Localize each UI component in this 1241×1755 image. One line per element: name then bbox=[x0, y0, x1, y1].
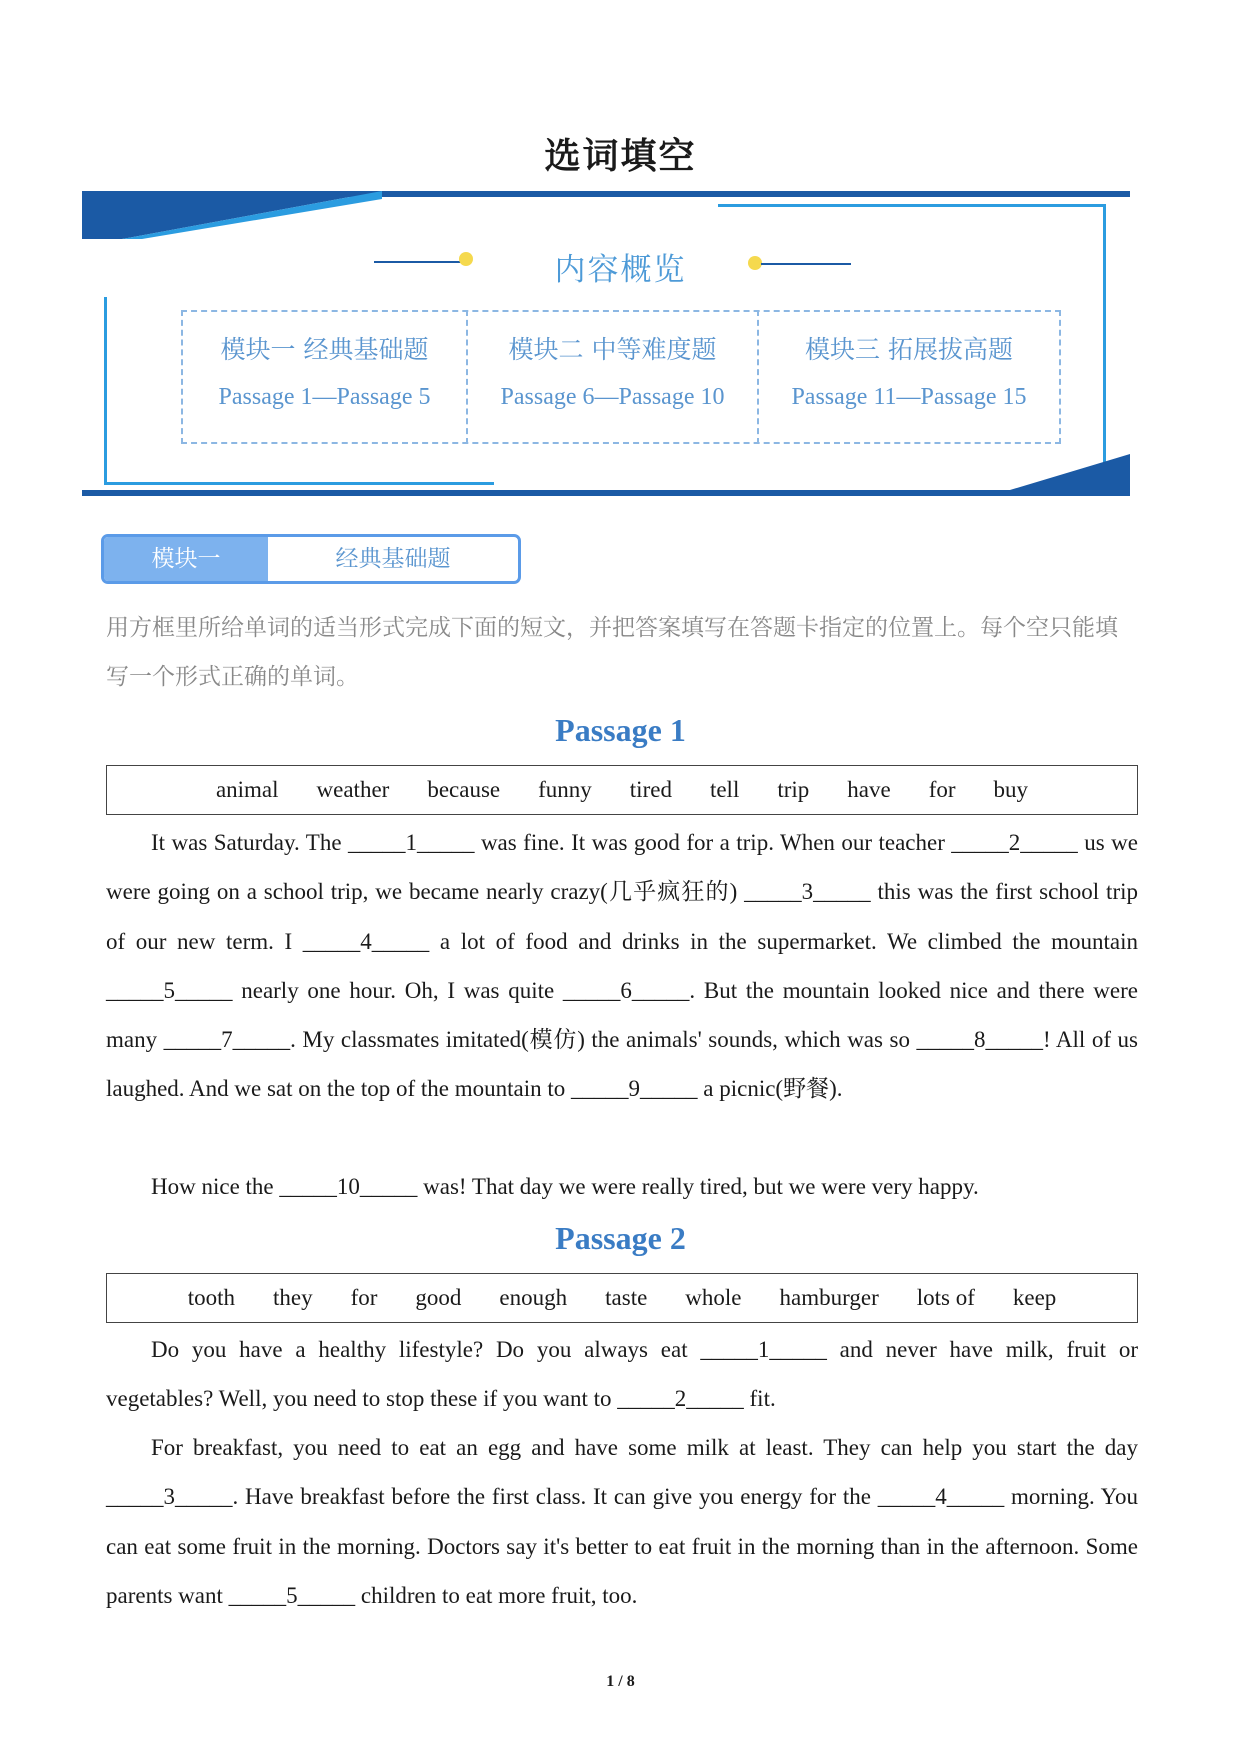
module-range: Passage 11—Passage 15 bbox=[791, 384, 1027, 410]
paragraph-text: Do you have a healthy lifestyle? Do you always eat _____1_____ and never have milk, fruit or vegetables? Well, you need to stop these if you want to _____2_____ fit. bbox=[106, 1337, 1138, 1412]
section-header bbox=[101, 534, 521, 584]
word-bank-item: good bbox=[415, 1285, 462, 1310]
word-bank-item: hamburger bbox=[779, 1285, 879, 1310]
corner-decoration-bottom-right bbox=[990, 454, 1130, 496]
word-bank-item: for bbox=[928, 777, 956, 802]
word-bank-item: for bbox=[350, 1285, 378, 1310]
word-bank-item: whole bbox=[685, 1285, 742, 1310]
word-bank bbox=[106, 1273, 1138, 1323]
word-bank-item: enough bbox=[499, 1285, 568, 1310]
module-name: 模块三 拓展拔高题 bbox=[805, 335, 1013, 364]
passage-paragraph bbox=[106, 818, 1138, 1114]
passage-paragraph bbox=[106, 1162, 1138, 1211]
word-bank-item: keep bbox=[1012, 1285, 1057, 1310]
overview-banner bbox=[0, 0, 1241, 520]
paragraph-text: How nice the _____10_____ was! That day we were really tired, but we were very happy. bbox=[151, 1174, 979, 1199]
module-range: Passage 6—Passage 10 bbox=[500, 384, 725, 410]
passage-title: Passage 2 bbox=[555, 1220, 686, 1256]
module-cell-3 bbox=[759, 310, 1059, 444]
word-bank-item: lots of bbox=[916, 1285, 975, 1310]
module-range: Passage 1—Passage 5 bbox=[218, 384, 431, 410]
corner-decoration-top-left bbox=[82, 191, 382, 239]
word-bank bbox=[106, 765, 1138, 815]
section-tag: 模块一 bbox=[104, 537, 268, 581]
document-title: 选词填空 bbox=[544, 136, 697, 177]
word-bank-item: they bbox=[272, 1285, 313, 1310]
module-cell-1 bbox=[183, 310, 466, 444]
word-bank-item: because bbox=[427, 777, 501, 802]
passage-title: Passage 1 bbox=[555, 712, 686, 748]
paragraph-text: It was Saturday. The _____1_____ was fine. It was good for a trip. When our teacher _____2_____ us we were going on a school trip, we became nearly crazy(几乎疯狂的) _____3_____ this was the first school trip of our new term. I _____4_____ a lot of food and drinks in the supermarket. We climbed the mountain _____5_____ nearly one hour. Oh, I was quite _____6_____. But the mountain looked nice and there were many _____7_____. My classmates imitated(模仿) the animals' sounds, which was so _____8_____! All of us laughed. And we sat on the top of the mountain to _____9_____ a picnic(野餐). bbox=[106, 830, 1138, 1102]
page-number: 1 / 8 bbox=[606, 1673, 635, 1690]
word-bank-item: animal bbox=[215, 777, 279, 802]
module-cell-2 bbox=[468, 310, 757, 444]
word-bank-item: tired bbox=[629, 777, 672, 802]
word-bank-item: trip bbox=[777, 777, 810, 802]
passage-paragraph bbox=[106, 1423, 1138, 1620]
word-bank-item: buy bbox=[993, 777, 1029, 802]
overview-title: 内容概览 bbox=[554, 252, 687, 288]
module-name: 模块二 中等难度题 bbox=[508, 335, 717, 364]
module-name: 模块一 经典基础题 bbox=[220, 335, 429, 364]
word-bank-item: tooth bbox=[187, 1285, 235, 1310]
word-bank-item: weather bbox=[316, 777, 390, 802]
instructions: 用方框里所给单词的适当形式完成下面的短文，并把答案填写在答题卡指定的位置上。每个空只能填写一个形式正确的单词。 bbox=[106, 615, 1118, 690]
word-bank-item: tell bbox=[709, 777, 740, 802]
word-bank-item: taste bbox=[605, 1285, 648, 1310]
passage-paragraph bbox=[106, 1325, 1138, 1424]
paragraph-text: For breakfast, you need to eat an egg and have some milk at least. They can help you start the day _____3_____. Have breakfast before the first class. It can give you energy for the _____4_____ morning. You can eat some fruit in the morning. Doctors say it's better to eat fruit in the morning than in the afternoon. Some parents want _____5_____ children to eat more fruit, too. bbox=[106, 1435, 1138, 1608]
word-bank-item: funny bbox=[538, 777, 592, 802]
word-bank-item: have bbox=[847, 777, 891, 802]
section-name: 经典基础题 bbox=[335, 546, 451, 572]
